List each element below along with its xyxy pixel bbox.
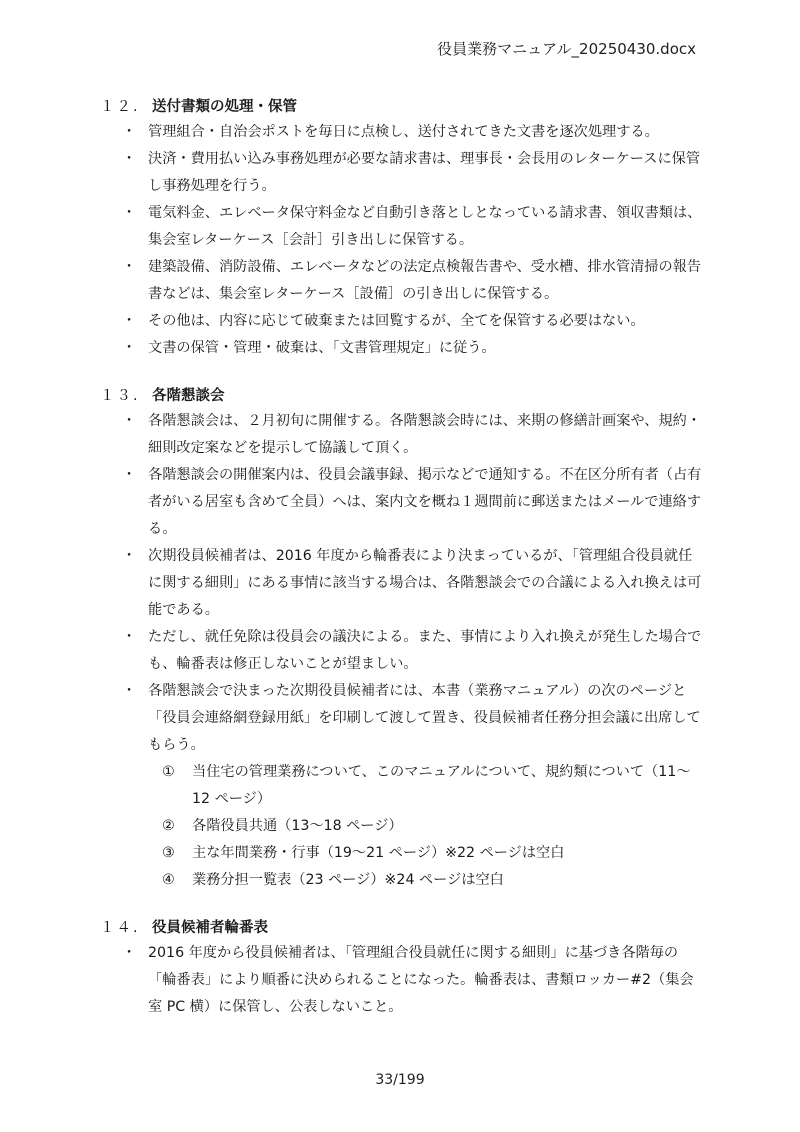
list-item [100,335,704,362]
list-item-text: 各階懇談会の開催案内は、役員会議事録、掲示などで通知する。不在区分所有者（占有者がいる居室も含めて全員）へは、案内文を概ね１週間前に郵送またはメールで連絡する。 [148,467,702,537]
bullet-mark: ・ [122,629,137,645]
section-12 [100,95,704,362]
sublist-item-text: 各階役員共通（13〜18 ページ） [192,818,403,834]
document-body [100,95,704,1043]
bullet-mark: ・ [122,313,137,329]
circled-number: ① [162,764,175,780]
list-item [100,146,704,200]
circled-number: ④ [162,872,175,888]
bullet-mark: ・ [122,151,137,167]
section-title: 送付書類の処理・保管 [152,99,297,115]
list-item-text: 電気料金、エレベータ保守料金など自動引き落としとなっている請求書、領収書類は、集会室レターケース［会計］引き出しに保管する。 [148,205,702,248]
list-item-text: 2016 年度から役員候補者は、「管理組合役員就任に関する細則」に基づき各階毎の「輪番表」により順番に決められることになった。輪番表は、書類ロッカー#2（集会室 PC 横）に保管し、公表しないこと。 [148,945,694,1015]
sublist-item-text: 当住宅の管理業務について、このマニュアルについて、規約類について（11〜12 ページ） [192,764,691,807]
numbered-sublist [100,759,704,894]
list-item [100,543,704,624]
section-13 [100,384,704,894]
section-heading [100,916,704,940]
section-number: １２. [100,99,140,115]
list-item [100,119,704,146]
bullet-mark: ・ [122,205,137,221]
list-item-text: 次期役員候補者は、2016 年度から輪番表により決まっているが、「管理組合役員就任に関する細則」にある事情に該当する場合は、各階懇談会での合議による入れ換えは可能である。 [148,548,702,618]
bullet-mark: ・ [122,548,137,564]
list-item [100,308,704,335]
document-filename: 役員業務マニュアル_20250430.docx [437,40,696,58]
sublist-item [100,840,704,867]
list-item-text: 建築設備、消防設備、エレベータなどの法定点検報告書や、受水槽、排水管清掃の報告書などは、集会室レターケース［設備］の引き出しに保管する。 [148,259,702,302]
list-item-text: 管理組合・自治会ポストを毎日に点検し、送付されてきた文書を逐次処理する。 [148,124,659,140]
list-item [100,200,704,254]
bullet-mark: ・ [122,259,137,275]
bullet-list [100,119,704,362]
list-item [100,462,704,543]
list-item [100,408,704,462]
section-14 [100,916,704,1021]
page-number: 33/199 [375,1072,425,1088]
section-heading [100,384,704,408]
list-item-text: 文書の保管・管理・破棄は、「文書管理規定」に従う。 [148,340,496,356]
sublist-item [100,759,704,813]
sublist-item [100,867,704,894]
list-item [100,678,704,759]
sublist-item [100,813,704,840]
bullet-mark: ・ [122,945,137,961]
sublist-item-text: 業務分担一覧表（23 ページ）※24 ページは空白 [192,872,504,888]
list-item [100,254,704,308]
bullet-mark: ・ [122,413,137,429]
bullet-mark: ・ [122,683,137,699]
list-item [100,940,704,1021]
list-item-text: 各階懇談会は、２月初旬に開催する。各階懇談会時には、来期の修繕計画案や、規約・細則改定案などを提示して協議して頂く。 [148,413,702,456]
bullet-mark: ・ [122,340,137,356]
list-item [100,624,704,678]
circled-number: ③ [162,845,175,861]
list-item-text: その他は、内容に応じて破棄または回覧するが、全てを保管する必要はない。 [148,313,645,329]
list-item-text: 決済・費用払い込み事務処理が必要な請求書は、理事長・会長用のレターケースに保管し事務処理を行う。 [148,151,701,194]
section-number: １４. [100,920,140,936]
list-item-text: ただし、就任免除は役員会の議決による。また、事情により入れ換えが発生した場合でも、輪番表は修正しないことが望ましい。 [148,629,702,672]
bullet-mark: ・ [122,467,137,483]
bullet-list [100,408,704,759]
section-heading [100,95,704,119]
bullet-list [100,940,704,1021]
list-item-text: 各階懇談会で決まった次期役員候補者には、本書（業務マニュアル）の次のページと「役員会連絡網登録用紙」を印刷して渡して置き、役員候補者任務分担会議に出席してもらう。 [148,683,701,753]
section-number: １３. [100,388,140,404]
section-title: 各階懇談会 [152,388,225,404]
sublist-item-text: 主な年間業務・行事（19〜21 ページ）※22 ページは空白 [192,845,565,861]
bullet-mark: ・ [122,124,137,140]
section-title: 役員候補者輪番表 [152,920,268,936]
circled-number: ② [162,818,175,834]
